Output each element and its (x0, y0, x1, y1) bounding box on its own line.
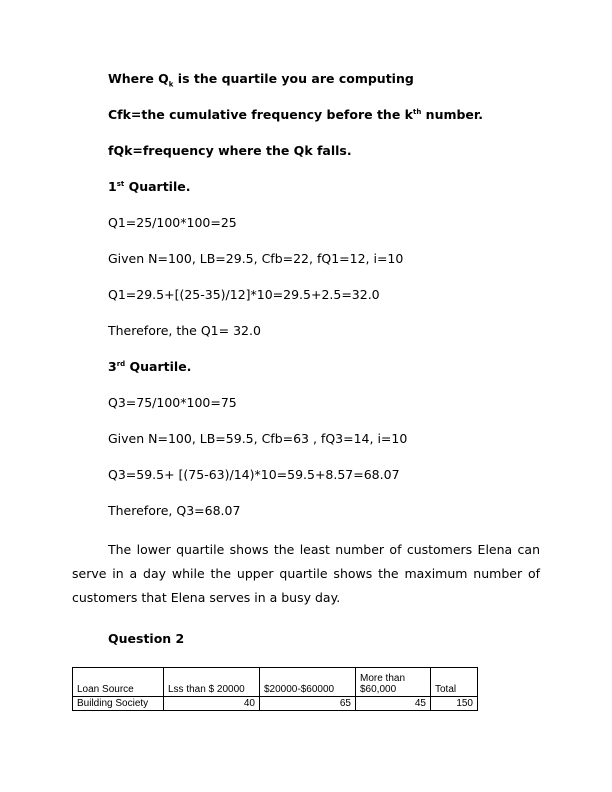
header-cell: Total (431, 668, 478, 697)
q3-calculation: Q3=59.5+ [(75-63)/14)*10=59.5+8.57=68.07 (108, 467, 400, 482)
table-cell: 45 (356, 697, 431, 711)
table-cell: Building Society (73, 697, 164, 711)
header-cell: Lss than $ 20000 (164, 668, 260, 697)
first-quartile-heading: 1st Quartile. (108, 179, 191, 194)
q3-result: Therefore, Q3=68.07 (108, 503, 241, 518)
q1-given: Given N=100, LB=29.5, Cfb=22, fQ1=12, i=10 (108, 251, 404, 266)
table-cell: 65 (260, 697, 356, 711)
q1-result: Therefore, the Q1= 32.0 (108, 323, 261, 338)
table-cell: 40 (164, 697, 260, 711)
table-row (73, 697, 478, 711)
fqk-definition: fQk=frequency where the Qk falls. (108, 143, 352, 158)
q1-position: Q1=25/100*100=25 (108, 215, 237, 230)
header-cell: Loan Source (73, 668, 164, 697)
header-cell: $20000-$60000 (260, 668, 356, 697)
q3-given: Given N=100, LB=59.5, Cfb=63 , fQ3=14, i=10 (108, 431, 408, 446)
header-cell: More than $60,000 (356, 668, 431, 697)
interpretation-paragraph: The lower quartile shows the least number of customers Elena can serve in a day while the upper quartile shows the maximum number of customers that Elena serves in a busy day. (72, 542, 540, 605)
quartile-definition: Where $Q_k$ is the quartile you are computing (108, 71, 414, 89)
third-quartile-heading: 3rd Quartile. (108, 359, 192, 374)
question-2-heading: Question 2 (108, 631, 185, 646)
loan-source-table (72, 667, 478, 711)
q1-calculation: Q1=29.5+[(25-35)/12]*10=29.5+2.5=32.0 (108, 287, 380, 302)
q3-position: Q3=75/100*100=75 (108, 395, 237, 410)
table-header-row (73, 668, 478, 697)
cfk-definition: Cfk=the cumulative frequency before the $k^{th}$ number. (108, 107, 484, 122)
table-cell: 150 (431, 697, 478, 711)
